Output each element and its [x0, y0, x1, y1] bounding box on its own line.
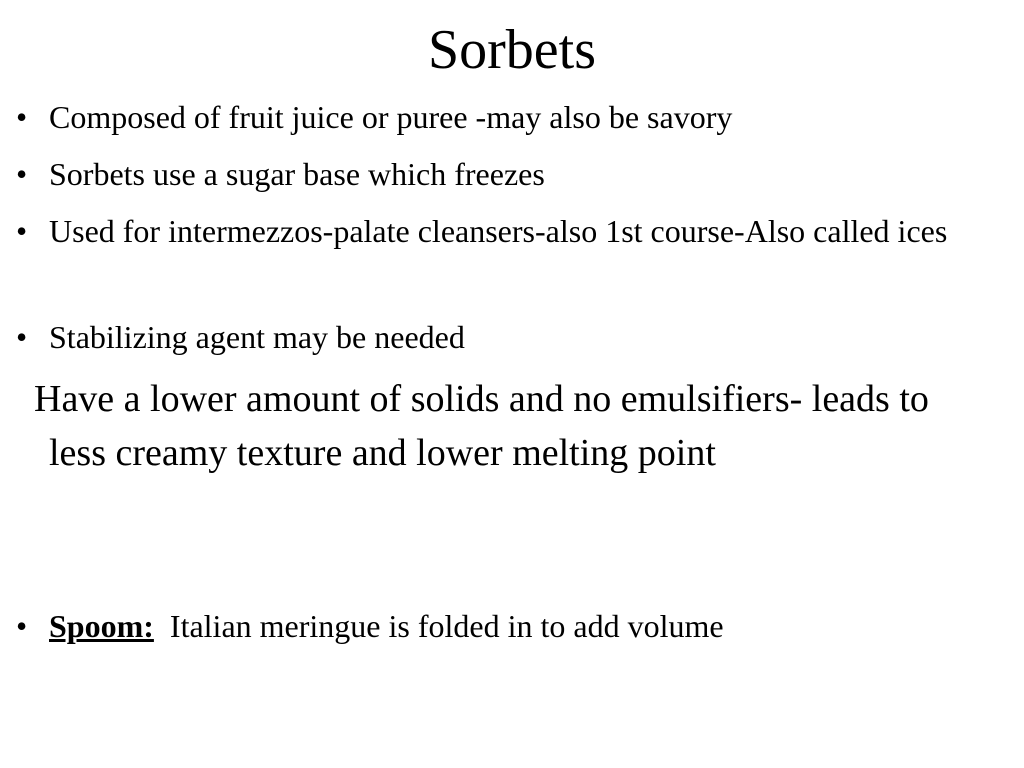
bullet-dot: •	[16, 213, 28, 249]
bullet-dot: •	[16, 319, 28, 355]
spoom-text	[49, 606, 1004, 647]
bullet-dot: •	[16, 608, 28, 644]
solids-paragraph-text: Have a lower amount of solids and no emulsifiers- leads to less creamy texture and lower melting point	[34, 378, 929, 474]
bullet-text: Used for intermezzos-palate cleansers-also 1st course-Also called ices	[49, 213, 948, 249]
bullet-dot: •	[16, 99, 28, 135]
bullet-text: Stabilizing agent may be needed	[49, 319, 465, 355]
slide-title: Sorbets	[428, 19, 596, 81]
bullet-text: Composed of fruit juice or puree -may also be savory	[49, 99, 733, 135]
spoom-description: Italian meringue is folded in to add volume	[169, 608, 724, 644]
spoom-term: Spoom:	[49, 608, 154, 644]
bullet-dot: •	[16, 156, 28, 192]
bullet-text: Sorbets use a sugar base which freezes	[49, 156, 545, 192]
